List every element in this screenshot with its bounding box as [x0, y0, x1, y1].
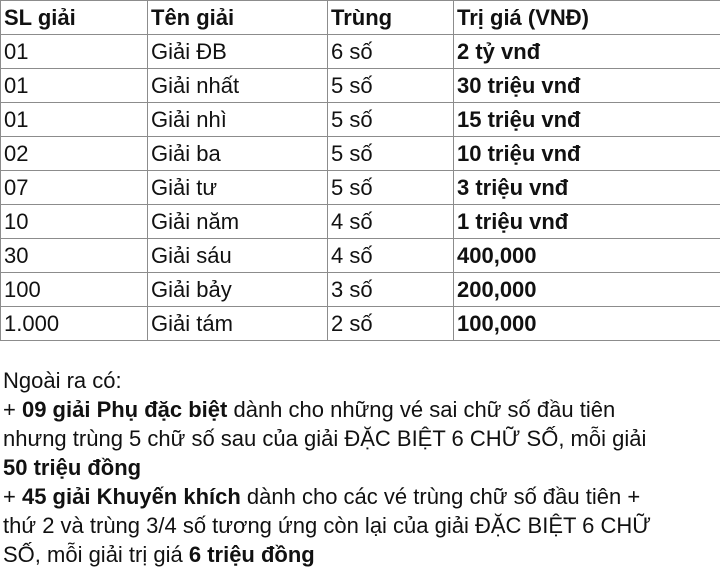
table-body	[1, 35, 720, 341]
cell-match: 5 số	[328, 103, 454, 137]
header-value: Trị giá (VNĐ)	[454, 1, 720, 35]
cell-match: 6 số	[328, 35, 454, 69]
cell-prize-name: Giải nhì	[148, 103, 328, 137]
cell-prize-name: Giải nhất	[148, 69, 328, 103]
header-quantity: SL giải	[1, 1, 148, 35]
cell-prize-name: Giải tám	[148, 307, 328, 341]
cell-value: 1 triệu vnđ	[454, 205, 720, 239]
cell-value: 3 triệu vnđ	[454, 171, 720, 205]
table-row	[1, 239, 720, 273]
cell-value: 400,000	[454, 239, 720, 273]
table-row	[1, 273, 720, 307]
cell-match: 4 số	[328, 205, 454, 239]
extra-prize-2-text-a: dành cho các vé trùng chữ số đầu tiên +	[240, 484, 641, 509]
cell-prize-name: Giải ĐB	[148, 35, 328, 69]
extra-prize-2-line-1	[3, 482, 717, 511]
notes-intro: Ngoài ra có:	[3, 368, 122, 393]
cell-prize-name: Giải ba	[148, 137, 328, 171]
cell-quantity: 1.000	[1, 307, 148, 341]
cell-quantity: 01	[1, 35, 148, 69]
cell-quantity: 02	[1, 137, 148, 171]
extra-prize-1-line-1	[3, 395, 717, 424]
extra-prize-2-text-c: SỐ, mỗi giải trị giá	[3, 542, 189, 567]
table-row	[1, 69, 720, 103]
cell-value: 2 tỷ vnđ	[454, 35, 720, 69]
table-row	[1, 137, 720, 171]
header-match: Trùng	[328, 1, 454, 35]
cell-match: 5 số	[328, 171, 454, 205]
extra-prize-1-text-b: nhưng trùng 5 chữ số sau của giải ĐẶC BIỆT 6 CHỮ SỐ, mỗi giải	[3, 426, 647, 451]
table-row	[1, 171, 720, 205]
cell-value: 30 triệu vnđ	[454, 69, 720, 103]
header-prize-name: Tên giải	[148, 1, 328, 35]
cell-value: 200,000	[454, 273, 720, 307]
table-row	[1, 205, 720, 239]
extra-prize-1-line-3	[3, 453, 717, 482]
additional-prizes-notes	[3, 366, 717, 569]
cell-match: 5 số	[328, 69, 454, 103]
cell-prize-name: Giải năm	[148, 205, 328, 239]
table-row	[1, 103, 720, 137]
cell-quantity: 01	[1, 103, 148, 137]
cell-match: 4 số	[328, 239, 454, 273]
cell-match: 3 số	[328, 273, 454, 307]
extra-prize-2-value: 6 triệu đồng	[188, 542, 315, 567]
cell-prize-name: Giải tư	[148, 171, 328, 205]
cell-value: 10 triệu vnđ	[454, 137, 720, 171]
table-row	[1, 307, 720, 341]
extra-prize-1-name: 09 giải Phụ đặc biệt	[21, 397, 228, 422]
cell-value: 100,000	[454, 307, 720, 341]
cell-value: 15 triệu vnđ	[454, 103, 720, 137]
cell-prize-name: Giải bảy	[148, 273, 328, 307]
table-header-row	[1, 1, 720, 35]
extra-prize-2-prefix: +	[3, 484, 22, 509]
extra-prize-2-line-3	[3, 540, 717, 569]
extra-prize-1-value: 50 triệu đồng	[3, 455, 142, 480]
table-row	[1, 35, 720, 69]
extra-prize-2-name: 45 giải Khuyến khích	[21, 484, 241, 509]
cell-quantity: 30	[1, 239, 148, 273]
extra-prize-1-prefix: +	[3, 397, 22, 422]
cell-prize-name: Giải sáu	[148, 239, 328, 273]
cell-quantity: 100	[1, 273, 148, 307]
cell-quantity: 07	[1, 171, 148, 205]
cell-quantity: 01	[1, 69, 148, 103]
cell-quantity: 10	[1, 205, 148, 239]
extra-prize-1-text-a: dành cho những vé sai chữ số đầu tiên	[227, 397, 616, 422]
extra-prize-2-text-b: thứ 2 và trùng 3/4 số tương ứng còn lại của giải ĐẶC BIỆT 6 CHỮ	[3, 513, 652, 538]
cell-match: 2 số	[328, 307, 454, 341]
cell-match: 5 số	[328, 137, 454, 171]
